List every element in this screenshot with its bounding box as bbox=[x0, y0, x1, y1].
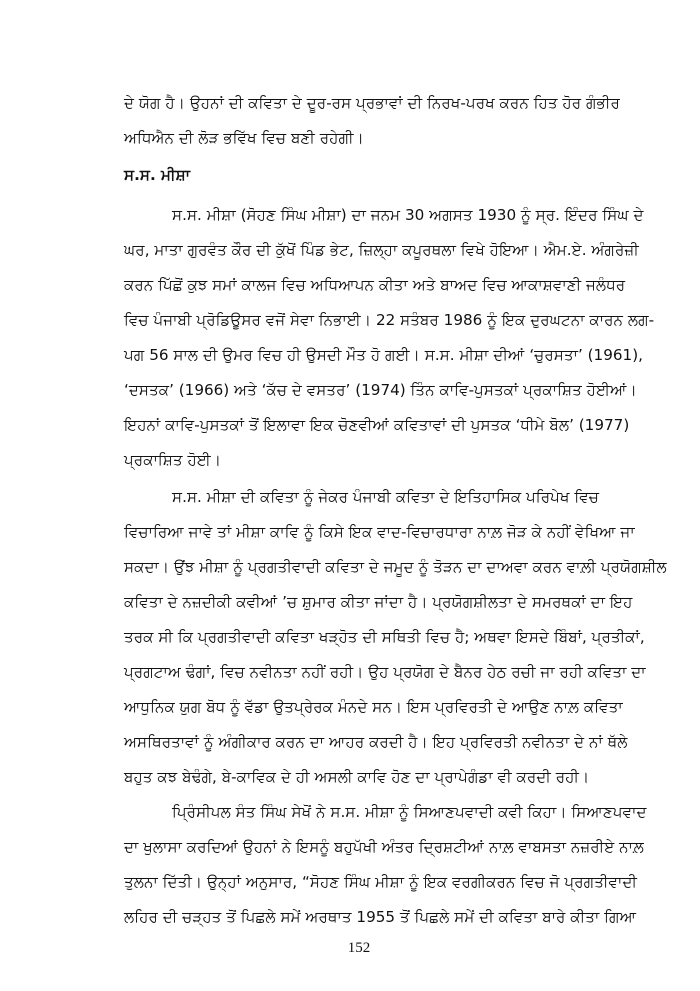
text-line: ਪ੍ਰਗਟਾਅ ਢੰਗਾਂ, ਵਿਚ ਨਵੀਨਤਾ ਨਹੀਂ ਰਹੀ। ਉਹ ਪ੍ਰਯੋਗ ਦੇ ਬੈਨਰ ਹੇਠ ਰਚੀ ਜਾ ਰਹੀ ਕਵਿਤਾ ਦਾ bbox=[124, 663, 646, 681]
text-line: ਸ.ਸ. ਮੀਸ਼ਾ (ਸੋਹਣ ਸਿੰਘ ਮੀਸ਼ਾ) ਦਾ ਜਨਮ 30 ਅਗਸਤ 1930 ਨੂੰ ਸ੍ਰ. ਇੰਦਰ ਸਿੰਘ ਦੇ bbox=[172, 206, 644, 224]
text-line: ਵਿਚ ਪੰਜਾਬੀ ਪ੍ਰੋਡਿਊਸਰ ਵਜੋਂ ਸੇਵਾ ਨਿਭਾਈ। 22 ਸਤੰਬਰ 1986 ਨੂੰ ਇਕ ਦੁਰਘਟਨਾ ਕਾਰਨ ਲਗ- bbox=[124, 311, 655, 329]
text-line: ਆਧੁਨਿਕ ਯੁਗ ਬੋਧ ਨੂੰ ਵੱਡਾ ਉਤਪ੍ਰੇਰਕ ਮੰਨਦੇ ਸਨ। ਇਸ ਪ੍ਰਵਿਰਤੀ ਦੇ ਆਉਣ ਨਾਲ਼ ਕਵਿਤਾ bbox=[124, 698, 623, 716]
text-line: ਅਸਥਿਰਤਾਵਾਂ ਨੂੰ ਅੰਗੀਕਾਰ ਕਰਨ ਦਾ ਆਹਰ ਕਰਦੀ ਹੈ। ਇਹ ਪ੍ਰਵਿਰਤੀ ਨਵੀਨਤਾ ਦੇ ਨਾਂ ਥੱਲੇ bbox=[124, 733, 628, 751]
text-line: ਘਰ, ਮਾਤਾ ਗੁਰਵੰਤ ਕੌਰ ਦੀ ਕੁੱਖੋਂ ਪਿੰਡ ਭੇਟ, ਜ਼ਿਲ੍ਹਾ ਕਪੂਰਥਲਾ ਵਿਖੇ ਹੋਇਆ। ਐਮ.ਏ. ਅੰਗਰੇਜ਼ੀ bbox=[124, 241, 639, 259]
text-line: ‘ਦਸਤਕ’ (1966) ਅਤੇ ‘ਕੱਚ ਦੇ ਵਸਤਰ’ (1974) ਤਿੰਨ ਕਾਵਿ-ਪੁਸਤਕਾਂ ਪ੍ਰਕਾਸ਼ਿਤ ਹੋਈਆਂ। bbox=[124, 381, 637, 399]
text-line: ਵਿਚਾਰਿਆ ਜਾਵੇ ਤਾਂ ਮੀਸ਼ਾ ਕਾਵਿ ਨੂੰ ਕਿਸੇ ਇਕ ਵਾਦ-ਵਿਚਾਰਧਾਰਾ ਨਾਲ਼ ਜੋੜ ਕੇ ਨਹੀਂ ਵੇਖਿਆ ਜਾ bbox=[124, 523, 635, 541]
text-line: ਇਹਨਾਂ ਕਾਵਿ-ਪੁਸਤਕਾਂ ਤੋਂ ਇਲਾਵਾ ਇਕ ਚੋਣਵੀਆਂ ਕਵਿਤਾਵਾਂ ਦੀ ਪੁਸਤਕ ‘ਧੀਮੇ ਬੋਲ’ (1977) bbox=[124, 416, 630, 434]
text-line: ਪਗ 56 ਸਾਲ ਦੀ ਉਮਰ ਵਿਚ ਹੀ ਉਸਦੀ ਮੌਤ ਹੋ ਗਈ। ਸ.ਸ. ਮੀਸ਼ਾ ਦੀਆਂ ‘ਚੁਰਸਤਾ’ (1961), bbox=[124, 346, 643, 364]
text-line: ਤਰਕ ਸੀ ਕਿ ਪ੍ਰਗਤੀਵਾਦੀ ਕਵਿਤਾ ਖੜ੍ਹੋਤ ਦੀ ਸਥਿਤੀ ਵਿਚ ਹੈ; ਅਥਵਾ ਇਸਦੇ ਬਿੰਬਾਂ, ਪ੍ਰਤੀਕਾਂ, bbox=[124, 628, 645, 646]
text-line: ਕਰਨ ਪਿੱਛੋਂ ਕੁਝ ਸਮਾਂ ਕਾਲਜ ਵਿਚ ਅਧਿਆਪਨ ਕੀਤਾ ਅਤੇ ਬਾਅਦ ਵਿਚ ਆਕਾਸ਼ਵਾਣੀ ਜਲੰਧਰ bbox=[124, 276, 626, 294]
text-line: ਸ.ਸ. ਮੀਸ਼ਾ ਦੀ ਕਵਿਤਾ ਨੂੰ ਜੇਕਰ ਪੰਜਾਬੀ ਕਵਿਤਾ ਦੇ ਇਤਿਹਾਸਿਕ ਪਰਿਪੇਖ ਵਿਚ bbox=[172, 488, 600, 506]
section-heading: ਸ.ਸ. ਮੀਸ਼ਾ bbox=[124, 166, 191, 184]
text-line: ਸਕਦਾ। ਉਂਝ ਮੀਸ਼ਾ ਨੂੰ ਪ੍ਰਗਤੀਵਾਦੀ ਕਵਿਤਾ ਦੇ ਜਮੂਦ ਨੂੰ ਤੋੜਨ ਦਾ ਦਾਅਵਾ ਕਰਨ ਵਾਲ਼ੀ ਪ੍ਰਯੋਗਸ਼ੀਲ bbox=[124, 558, 667, 576]
text-line: ਲਹਿਰ ਦੀ ਚੜ੍ਹਤ ਤੋਂ ਪਿਛਲੇ ਸਮੇਂ ਅਰਥਾਤ 1955 ਤੋਂ ਪਿਛਲੇ ਸਮੇਂ ਦੀ ਕਵਿਤਾ ਬਾਰੇ ਕੀਤਾ ਗਿਆ bbox=[124, 908, 637, 926]
page-number: 152 bbox=[347, 940, 371, 956]
text-line: ਕਵਿਤਾ ਦੇ ਨਜ਼ਦੀਕੀ ਕਵੀਆਂ ’ਚ ਸ਼ੁਮਾਰ ਕੀਤਾ ਜਾਂਦਾ ਹੈ। ਪ੍ਰਯੋਗਸ਼ੀਲਤਾ ਦੇ ਸਮਰਥਕਾਂ ਦਾ ਇਹ bbox=[124, 593, 633, 611]
text-line: ਅਧਿਐਨ ਦੀ ਲੋੜ ਭਵਿੱਖ ਵਿਚ ਬਣੀ ਰਹੇਗੀ। bbox=[124, 129, 364, 147]
text-line: ਪ੍ਰਿੰਸੀਪਲ ਸੰਤ ਸਿੰਘ ਸੇਖੋਂ ਨੇ ਸ.ਸ. ਮੀਸ਼ਾ ਨੂੰ ਸਿਆਣਪਵਾਦੀ ਕਵੀ ਕਿਹਾ। ਸਿਆਣਪਵਾਦ bbox=[172, 803, 647, 821]
text-line: ਦੇ ਯੋਗ ਹੈ। ਉਹਨਾਂ ਦੀ ਕਵਿਤਾ ਦੇ ਦੂਰ-ਰਸ ਪ੍ਰਭਾਵਾਂ ਦੀ ਨਿਰਖ-ਪਰਖ ਕਰਨ ਹਿਤ ਹੋਰ ਗੰਭੀਰ bbox=[124, 94, 620, 112]
text-line: ਬਹੁਤ ਕਝ ਬੇਢੰਗੇ, ਬੇ-ਕਾਵਿਕ ਦੇ ਹੀ ਅਸਲੀ ਕਾਵਿ ਹੋਣ ਦਾ ਪ੍ਰਾਪੇਗੰਡਾ ਵੀ ਕਰਦੀ ਰਹੀ। bbox=[124, 768, 590, 786]
text-line: ਦਾ ਖੁਲਾਸਾ ਕਰਦਿਆਂ ਉਹਨਾਂ ਨੇ ਇਸਨੂੰ ਬਹੁਪੱਖੀ ਅੰਤਰ ਦ੍ਰਿਸ਼ਟੀਆਂ ਨਾਲ਼ ਵਾਬਸਤਾ ਨਜ਼ਰੀਏ ਨਾਲ਼ bbox=[124, 838, 644, 856]
text-line: ਤੁਲਨਾ ਦਿੱਤੀ। ਉਨ੍ਹਾਂ ਅਨੁਸਾਰ, “ਸੋਹਣ ਸਿੰਘ ਮੀਸ਼ਾ ਨੂੰ ਇਕ ਵਰਗੀਕਰਨ ਵਿਚ ਜੋ ਪ੍ਰਗਤੀਵਾਦੀ bbox=[124, 873, 637, 891]
text-line: ਪ੍ਰਕਾਸ਼ਿਤ ਹੋਈ। bbox=[124, 451, 222, 469]
